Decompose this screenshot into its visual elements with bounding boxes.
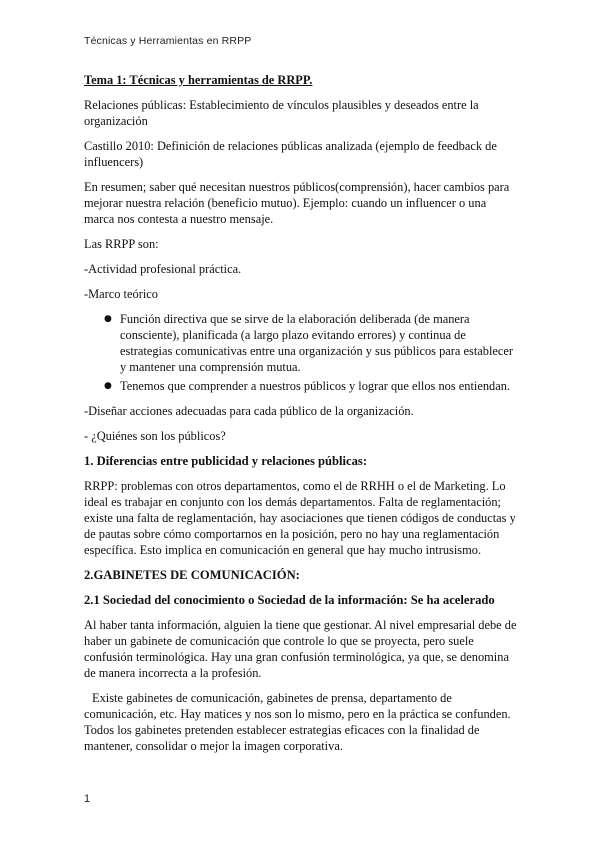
bullet-icon: ● bbox=[104, 314, 112, 324]
list-item-text: Tenemos que comprender a nuestros públicos y lograr que ellos nos entiendan. bbox=[120, 379, 511, 393]
paragraph-summary: En resumen; saber qué necesitan nuestros públicos(comprensión), hacer cambios para mejorar nuestra relación (beneficio mutuo). Ejemplo: cuando un influencer o una marca nos contesta a nuestro mensaje. bbox=[84, 180, 510, 226]
list-item-text: Función directiva que se sirve de la elaboración deliberada (de manera consciente), planificada (a largo plazo evitando errores) y continua de estrategias comunicativas entre una organización y sus públicos para establecer y mantener una comprensión mutua. bbox=[120, 312, 514, 374]
bullet-list bbox=[84, 311, 518, 394]
section-heading-gabinetes: 2.GABINETES DE COMUNICACIÓN: bbox=[84, 568, 300, 582]
subsection-heading-sociedad: 2.1 Sociedad del conocimiento o Sociedad de la información: Se ha acelerado bbox=[84, 593, 495, 607]
paragraph-disenar: -Diseñar acciones adecuadas para cada público de la organización. bbox=[84, 404, 414, 418]
paragraph-marco: -Marco teórico bbox=[84, 287, 158, 301]
bullet-icon: ● bbox=[104, 381, 112, 391]
paragraph-tipos-gabinetes: Existe gabinetes de comunicación, gabinetes de prensa, departamento de comunicación, etc. Hay matices y nos son lo mismo, pero en la práctica se confunden. Todos los gabinetes pretenden establecer estrategias eficaces con la finalidad de mantener, consolidar o mejor la imagen corporativa. bbox=[84, 691, 511, 753]
list-item bbox=[104, 378, 518, 394]
paragraph-rrpp-problemas: RRPP: problemas con otros departamentos, como el de RRHH o el de Marketing. Lo ideal es trabajar en conjunto con los demás departamentos. Falta de reglamentación; existe una falta de reglamentación, hay asociaciones que tienen códigos de conductas y de pautas sobre cómo comportarnos en la posición, pero no hay una reglamentación específica. Esto implica en comunicación en general que hay mucho intrusismo. bbox=[84, 479, 516, 557]
paragraph-rrpp-son: Las RRPP son: bbox=[84, 237, 159, 251]
page-number: 1 bbox=[84, 793, 91, 805]
paragraph-publicos: - ¿Quiénes son los públicos? bbox=[84, 429, 226, 443]
page-title: Tema 1: Técnicas y herramientas de RRPP. bbox=[84, 73, 313, 87]
paragraph-castillo: Castillo 2010: Definición de relaciones públicas analizada (ejemplo de feedback de influencers) bbox=[84, 139, 497, 169]
running-header: Técnicas y Herramientas en RRPP bbox=[84, 35, 252, 47]
paragraph-definition: Relaciones públicas: Establecimiento de vínculos plausibles y deseados entre la organización bbox=[84, 98, 479, 128]
paragraph-informacion: Al haber tanta información, alguien la tiene que gestionar. Al nivel empresarial debe de haber un gabinete de comunicación que controle lo que se proyecta, pero suele confusión terminológica. Hay una gran confusión terminológica, ya que, se denomina de manera incorrecta a la profesión. bbox=[84, 618, 517, 680]
paragraph-actividad: -Actividad profesional práctica. bbox=[84, 262, 242, 276]
list-item bbox=[104, 311, 518, 375]
document-body bbox=[84, 72, 518, 763]
section-heading-diferencias: 1. Diferencias entre publicidad y relaciones públicas: bbox=[84, 454, 368, 468]
